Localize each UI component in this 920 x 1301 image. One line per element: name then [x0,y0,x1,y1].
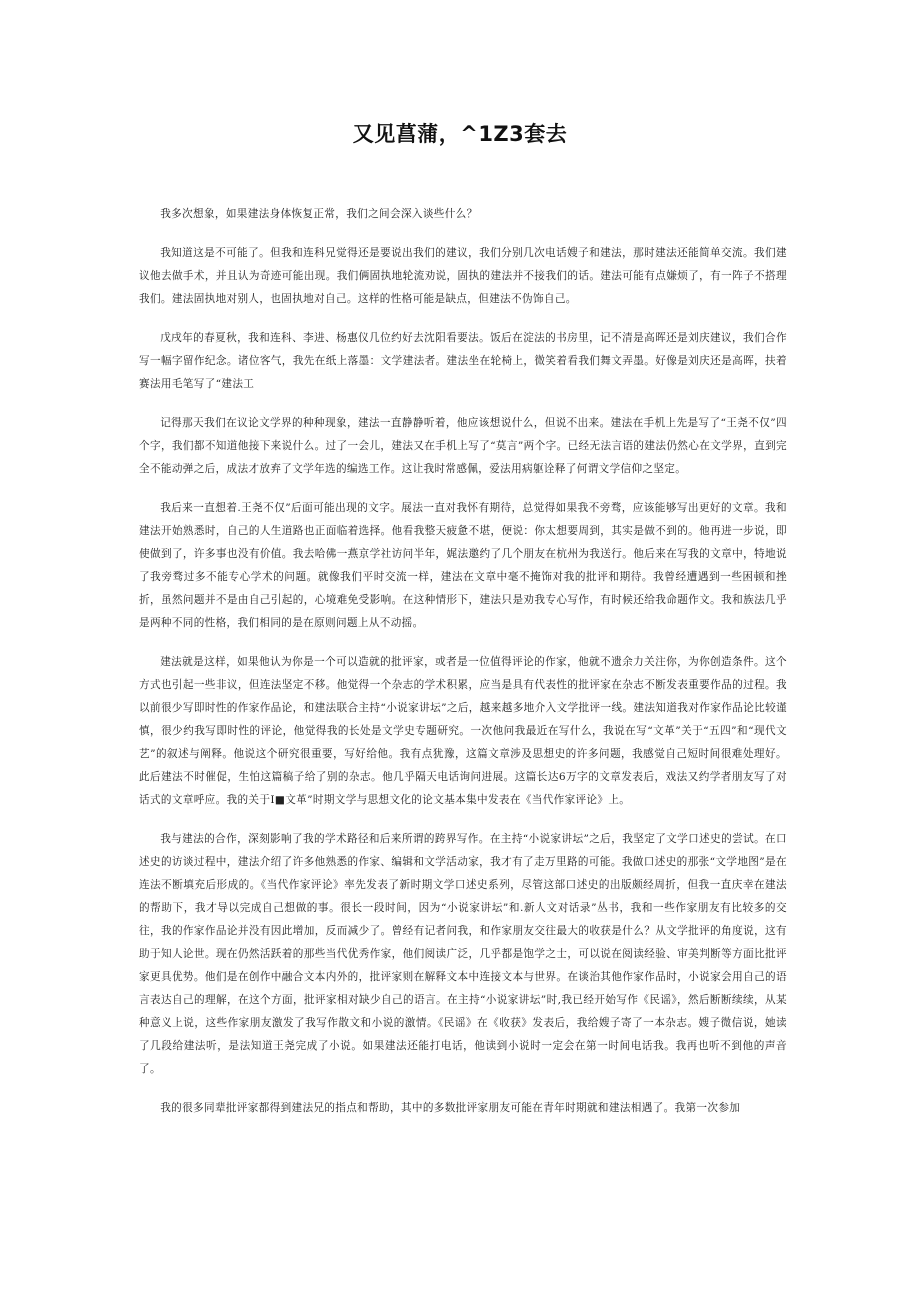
paragraph: 我的很多同辈批评家都得到建法兄的指点和帮助，其中的多数批评家朋友可能在青年时期就和建法相遇了。我第一次参加 [160,1102,741,1114]
paragraph: 戊戌年的春夏秋，我和连科、李进、杨惠仪几位约好去沈阳看要法。饭后在淀法的书房里，记不清是高晖还是刘庆建议，我们合作写一幅字留作纪念。诸位客气，我先在纸上落墨：文学建法者。建法坐在轮椅上，微笑着看我们舞文弄墨。好像是刘庆还是高晖，扶着赛法用毛笔写了“建法工 [139,332,787,390]
paragraph: 记得那天我们在议论文学界的种种现象，建法一直静静听着，他应该想说什么，但说不出来。建法在手机上先是写了“王尧不仅”四个字，我们都不知道他接下来说什么。过了一会儿，建法又在手机上写了“莫言”两个字。已经无法言语的建法仍然心在文学界，直到完全不能动弹之后，成法才放弃了文学年选的编选工作。这让我时常感佩，爱法用病躯诠释了何谓文学信仰之坚定。 [139,417,787,475]
paragraph: 我知道这是不可能了。但我和连科兄觉得还是要说出我们的建议，我们分别几次电话嫂子和建法，那时建法还能简单交流。我们建议他去做手术，并且认为奇迹可能出现。我们俩固执地轮流劝说，固执的建法并不接我们的话。建法可能有点嫌烦了，有一阵子不搭理我们。建法固执地对别人，也固执地对自己。这样的性格可能是缺点，但建法不伪饰自己。 [139,247,787,305]
paragraph: 我与建法的合作，深刻影响了我的学术路径和后来所谓的跨界写作。在主持“小说家讲坛”之后，我坚定了文学口述史的尝试。在口述史的访谈过程中，建法介绍了许多他熟悉的作家、编辑和文学活动家，我才有了走万里路的可能。我做口述史的那张“文学地图”是在连法不断填充后形成的。《当代作家评论》率先发表了新时期文学口述史系列，尽管这部口述史的出版颇经周折，但我一直庆幸在建法的帮助下，我才导以完成自己想做的事。很长一段时间，因为“小说家讲坛”和.新人文对话录”丛书，我和一些作家朋友有比较多的交往，我的作家作品论并没有因此增加，反而减少了。曾经有记者问我，和作家朋友交往最大的收获是什么？从文学批评的角度说，这有助于知人论世。现在仍然活跃着的那些当代优秀作家，他们阅读广泛，几乎都是饱学之士，可以说在阅读经验、审美判断等方面比批评家更具优势。他们是在创作中融合文本内外的，批评家则在解释文本中连接文本与世界。在谈治其他作家作品时，小说家会用自己的语言表达自己的理解，在这个方面，批评家相对缺少自己的语言。在主持“小说家讲坛”时,我已经开始写作《民谣》，然后断断续续，从某种意义上说，这些作家朋友激发了我写作散文和小说的激情。《民谣》在《收获》发表后，我给嫂子寄了一本杂志。嫂子微信说，她读了几段给建法听，是法知道王尧完成了小说。如果建法还能打电话，他读到小说时一定会在第一时间电话我。我再也听不到他的声音了。 [139,833,787,1075]
paragraph: 我后来一直想着.王尧不仅”后面可能出现的文字。展法一直对我怀有期待，总觉得如果我不旁骛，应该能够写出更好的文章。我和建法开始熟悉时，自己的人生道路也正面临着选择。他看我整天疲惫不堪，便说：你太想要周到，其实是做不到的。他再进一步说，即使做到了，许多事也没有价值。我去哈佛一燕京学社访问半年，娓法邀约了几个朋友在杭州为我送行。他后来在写我的文章中，特地说了我旁骛过多不能专心学术的问题。就像我们平时交流一样，建法在文章中毫不掩饰对我的批评和期待。我曾经遭遇到一些困顿和挫折，虽然问题并不是由自己引起的，心境难免受影响。在这种情形下，建法只是劝我专心写作，有时候还给我命题作文。我和族法几乎是两种不同的性格，我们相同的是在原则问题上从不动摇。 [139,502,787,629]
document-title: 又见菖蒲，^1Z3套去 [352,122,568,146]
paragraph: 我多次想象，如果建法身体恢复正常，我们之间会深入谈些什么？ [160,208,478,220]
paragraph: 建法就是这样，如果他认为你是一个可以造就的批评家，或者是一位值得评论的作家，他就不遗余力关注你，为你创造条件。这个方式也引起一些非议，但连法坚定不移。他觉得一个杂志的学术积累，应当是具有代表性的批评家在杂志不断发表重要作品的过程。我以前很少写即时性的作家作品论，和建法联合主持“小说家讲坛”之后，越来越多地介入文学批评一线。建法知道我对作家作品论比较谨慎，很少约我写即时性的评论，他觉得我的长处是文学史专题研究。一次他问我最近在写什么，我说在写“文革”关于“五四”和“现代文艺”的叙述与阐释。他说这个研究很重要，写好给他。我有点犹豫，这篇文章涉及思想史的许多问题，我感觉自己短时间很难处理好。此后建法不时催促，生怕这篇稿子给了别的杂志。他几乎隔天电话询问进展。这篇长达6万字的文章发表后，戏法又约学者朋友写了对话式的文章呼应。我的关于I■文革”时期文学与思想文化的论文基本集中发表在《当代作家评论》上。 [139,656,787,806]
document-body [139,203,787,1120]
